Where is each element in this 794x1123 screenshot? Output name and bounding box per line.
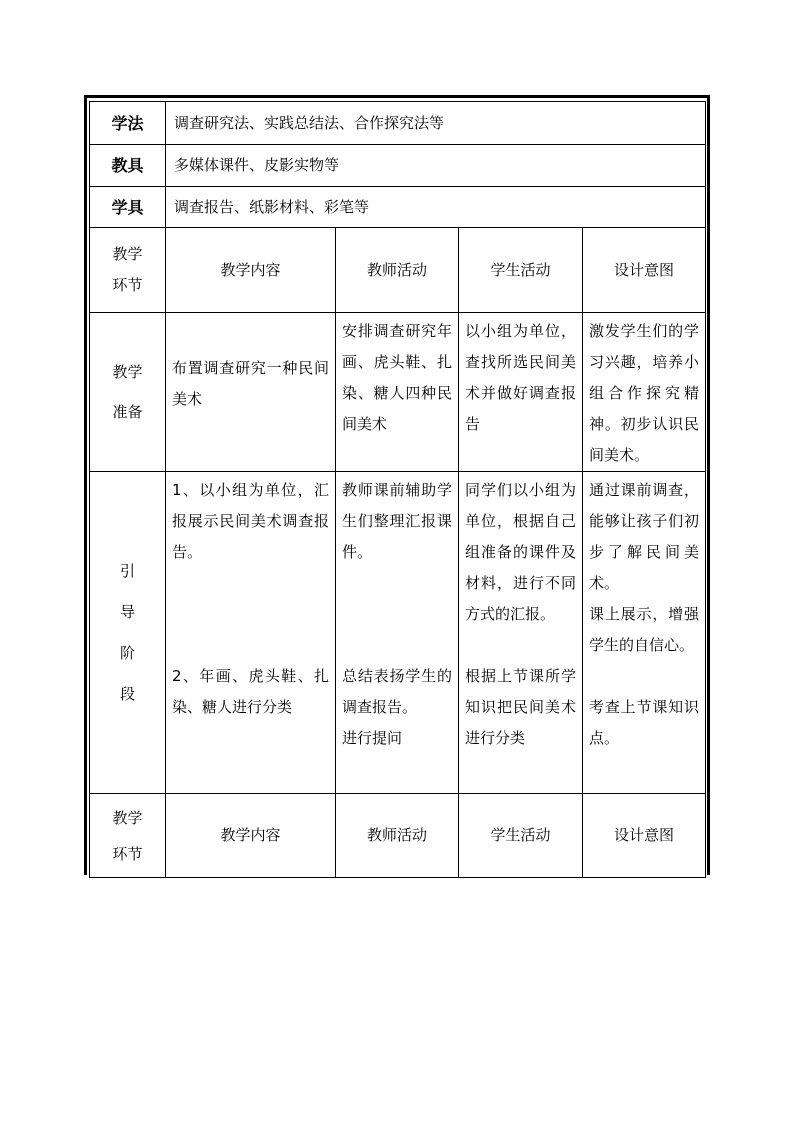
lesson-plan-table xyxy=(89,101,706,878)
section-label-line: 段 xyxy=(119,684,135,703)
guide-content xyxy=(166,472,336,794)
info-row-learning-aids xyxy=(90,187,706,228)
guide-teacher-item: 总结表扬学生的调查报告。 xyxy=(342,667,452,716)
header-teaching-content: 教学内容 xyxy=(166,228,336,313)
prep-design-intent: 激发学生们的学习兴趣，培养小组合作探究精神。初步认识民间美术。 xyxy=(583,313,706,472)
guide-content-item: 2、年画、虎头鞋、扎染、糖人进行分类 xyxy=(172,667,329,716)
section-label-line: 阶 xyxy=(119,643,135,662)
prep-student-activity: 以小组为单位，查找所选民间美术并做好调查报告 xyxy=(459,313,583,472)
section-label-line: 准备 xyxy=(112,403,143,421)
guide-intent-item: 课上展示，增强学生的自信心。 xyxy=(589,605,700,654)
header-teacher-activity: 教师活动 xyxy=(336,228,459,313)
column-header-row xyxy=(90,228,706,313)
info-value: 多媒体课件、皮影实物等 xyxy=(166,145,706,187)
guide-row xyxy=(90,472,706,794)
header-design-intent: 设计意图 xyxy=(583,794,706,878)
info-value: 调查研究法、实践总结法、合作探究法等 xyxy=(166,102,706,145)
header-design-intent: 设计意图 xyxy=(583,228,706,313)
guide-student-item: 根据上节课所学知识把民间美术进行分类 xyxy=(465,667,576,747)
prep-row xyxy=(90,313,706,472)
section-header-line: 环节 xyxy=(112,276,143,294)
guide-design-intent xyxy=(583,472,706,794)
info-label: 学法 xyxy=(90,102,166,145)
section-header-cell xyxy=(90,794,166,878)
guide-teacher-item: 教师课前辅助学生们整理汇报课件。 xyxy=(342,481,452,561)
section-label-line: 引 xyxy=(119,561,135,580)
guide-student-activity xyxy=(459,472,583,794)
header-student-activity: 学生活动 xyxy=(459,228,583,313)
guide-student-item: 同学们以小组为单位，根据自己组准备的课件及材料，进行不同方式的汇报。 xyxy=(465,481,576,623)
section-label-line: 教学 xyxy=(112,363,143,381)
section-header-cell xyxy=(90,228,166,313)
prep-section-cell xyxy=(90,313,166,472)
info-value: 调查报告、纸影材料、彩笔等 xyxy=(166,187,706,228)
header-student-activity: 学生活动 xyxy=(459,794,583,878)
header-teacher-activity: 教师活动 xyxy=(336,794,459,878)
guide-intent-item: 通过课前调查，能够让孩子们初步了解民间美术。 xyxy=(589,481,700,592)
guide-teacher-item: 进行提问 xyxy=(342,729,403,747)
header-teaching-content: 教学内容 xyxy=(166,794,336,878)
section-label-line: 导 xyxy=(119,602,135,621)
section-header-line: 环节 xyxy=(112,844,143,863)
info-label: 教具 xyxy=(90,145,166,187)
guide-intent-item: 考查上节课知识点。 xyxy=(589,698,700,747)
info-label: 学具 xyxy=(90,187,166,228)
info-row-teaching-aids xyxy=(90,145,706,187)
guide-teacher-activity xyxy=(336,472,459,794)
guide-section-cell xyxy=(90,472,166,794)
guide-content-item: 1、以小组为单位，汇报展示民间美术调查报告。 xyxy=(172,481,329,561)
prep-content: 布置调查研究一种民间美术 xyxy=(166,313,336,472)
section-header-line: 教学 xyxy=(112,245,143,263)
section-header-line: 教学 xyxy=(112,808,143,827)
footer-header-row xyxy=(90,794,706,878)
info-row-method xyxy=(90,102,706,145)
prep-teacher-activity: 安排调查研究年画、虎头鞋、扎染、糖人四种民间美术 xyxy=(336,313,459,472)
